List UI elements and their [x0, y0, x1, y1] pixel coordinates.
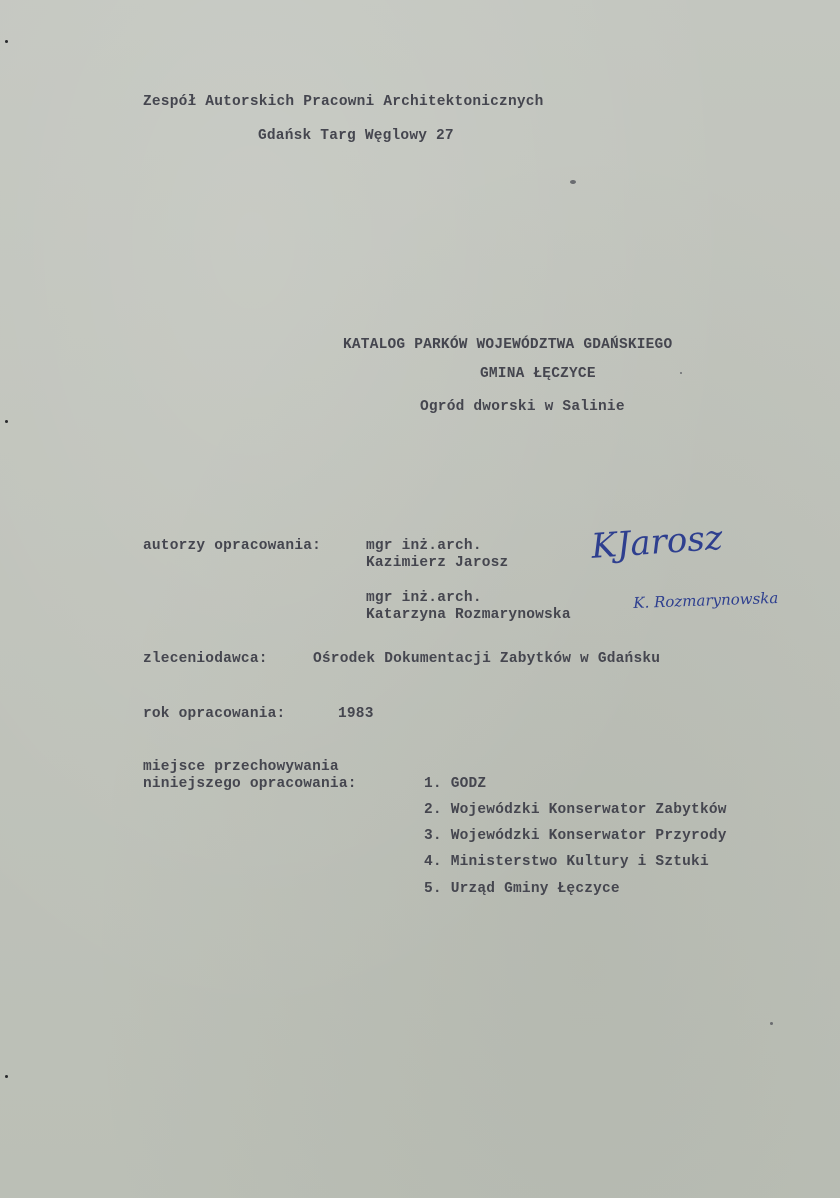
municipality-title: GMINA ŁĘCZYCE [480, 366, 596, 382]
paper-speck [770, 1022, 773, 1025]
catalog-title: KATALOG PARKÓW WOJEWÓDZTWA GDAŃSKIEGO [343, 337, 673, 353]
storage-item-1: 1. GODZ [424, 776, 487, 792]
year-label: rok opracowania: [143, 706, 286, 722]
signature-kjarosz: KJarosz [590, 517, 724, 567]
year-value: 1983 [338, 706, 374, 722]
storage-label-line-1: miejsce przechowywania [143, 759, 339, 775]
ink-speck [570, 180, 576, 184]
author-1-name: Kazimierz Jarosz [366, 555, 509, 571]
storage-item-3: 3. Wojewódzki Konserwator Przyrody [424, 828, 727, 844]
punch-mark [5, 420, 8, 423]
client-value: Ośrodek Dokumentacji Zabytków w Gdańsku [313, 651, 661, 667]
author-2-degree: mgr inż.arch. [366, 590, 482, 606]
authors-label: autorzy opracowania: [143, 538, 322, 554]
signature-rozmarynowska: K. Rozmarynowska [633, 588, 779, 612]
punch-mark [5, 40, 8, 43]
storage-label-line-2: niniejszego opracowania: [143, 776, 357, 792]
storage-item-4: 4. Ministerstwo Kultury i Sztuki [424, 854, 709, 870]
storage-item-5: 5. Urząd Gminy Łęczyce [424, 881, 620, 897]
paper-speck [680, 372, 682, 374]
punch-mark [5, 1075, 8, 1078]
storage-item-2: 2. Wojewódzki Konserwator Zabytków [424, 802, 727, 818]
author-1-degree: mgr inż.arch. [366, 538, 482, 554]
garden-title: Ogród dworski w Salinie [420, 399, 625, 415]
author-2-name: Katarzyna Rozmarynowska [366, 607, 571, 623]
client-label: zleceniodawca: [143, 651, 268, 667]
header-line-1: Zespół Autorskich Pracowni Architektonicznych [143, 94, 544, 110]
header-line-2: Gdańsk Targ Węglowy 27 [258, 128, 454, 144]
